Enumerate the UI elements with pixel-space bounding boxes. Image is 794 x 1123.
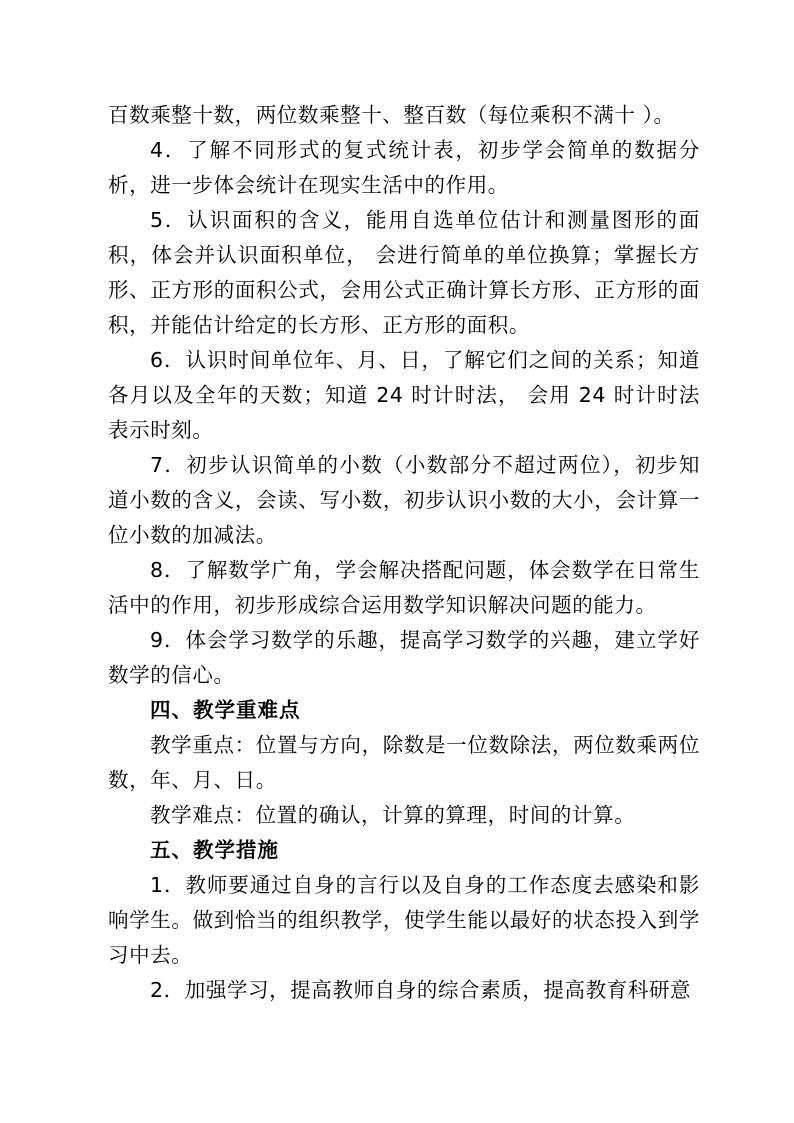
paragraph-item-6: 6．认识时间单位年、月、日，了解它们之间的关系；知道各月以及全年的天数；知道 24 时计时法， 会用 24 时计时法表示时刻。 [108, 348, 700, 442]
paragraph-item-4: 4．了解不同形式的复式统计表，初步学会简单的数据分析，进一步体会统计在现实生活中的作用。 [108, 138, 700, 197]
paragraph-item-7: 7．初步认识简单的小数（小数部分不超过两位），初步知道小数的含义，会读、写小数，初步认识小数的大小，会计算一位小数的加减法。 [108, 453, 700, 547]
paragraph-item-9: 9．体会学习数学的乐趣，提高学习数学的兴趣，建立学好数学的信心。 [108, 628, 700, 687]
paragraph-continuation: 百数乘整十数，两位数乘整十、整百数（每位乘积不满十 ）。 [108, 103, 675, 127]
paragraph-difficult-points: 教学难点：位置的确认，计算的算理，时间的计算。 [150, 803, 636, 827]
section-heading-key-difficult-points: 四、教学重难点 [150, 698, 301, 722]
paragraph-item-5: 5．认识面积的含义，能用自选单位估计和测量图形的面积，体会并认识面积单位， 会进行简单的单位换算；掌握长方形、正方形的面积公式，会用公式正确计算长方形、正方形的面积，并能估计给定的长方形、正方形的面积。 [108, 208, 700, 337]
document-page [108, 98, 700, 1008]
paragraph-measure-2: 2．加强学习，提高教师自身的综合素质，提高教育科研意 [150, 978, 692, 1002]
paragraph-item-8: 8．了解数学广角，学会解决搭配问题，体会数学在日常生活中的作用，初步形成综合运用数学知识解决问题的能力。 [108, 558, 700, 617]
paragraph-key-points: 教学重点：位置与方向，除数是一位数除法，两位数乘两位数，年、月、日。 [108, 733, 700, 792]
section-heading-teaching-measures: 五、教学措施 [150, 838, 280, 862]
paragraph-measure-1: 1．教师要通过自身的言行以及自身的工作态度去感染和影响学生。做到恰当的组织教学，使学生能以最好的状态投入到学习中去。 [108, 873, 700, 967]
